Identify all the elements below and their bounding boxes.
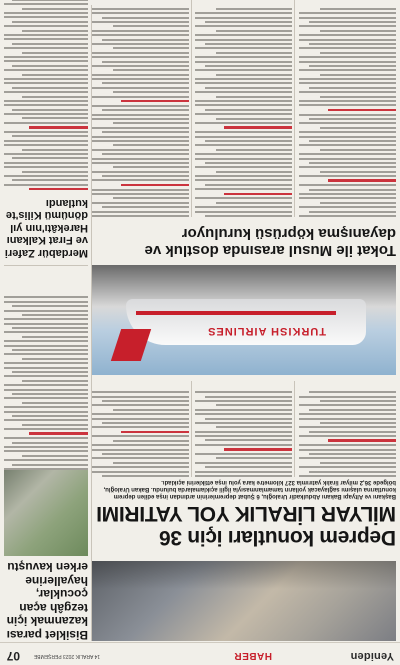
second-body-column bbox=[92, 0, 189, 217]
lead-deck: Başkanı ve Altyapı Bakanı Abdulkadir Uraloğlu, 6 Şubat depremlerinin ardından inşa edilen deprem konutlarına ulaşımı sağlayacak yolların tamamlanmasıyla ilgili açıklamalarda bulundu. Bakan Uraloğlu, bölgede 36,2 milyar liralık yatırımla 327 kilometre kara yolu inşa ettiklerini açıkladı. bbox=[103, 479, 396, 499]
lead-body-column bbox=[299, 381, 396, 477]
sidebar-story-1-body bbox=[4, 270, 88, 470]
lead-body-column bbox=[92, 381, 189, 477]
column-rule bbox=[191, 381, 192, 477]
airline-photo bbox=[92, 265, 396, 375]
column-rule bbox=[294, 381, 295, 477]
newspaper-logo: Yeniden bbox=[350, 650, 394, 662]
sidebar-headline-1: Bisiklet parası kazanmak için tezgâh açan çocuklar, hayallerine erken kavuştu bbox=[6, 560, 88, 642]
sidebar-story-2-body bbox=[4, 0, 88, 191]
sidebar-headline-2: Merdabür Zaferi ve Fırat Kalkanı Harekâtı'nın yıl dönümü Kilis'te kutlandı bbox=[4, 197, 88, 259]
page-header bbox=[0, 642, 400, 665]
sidebar bbox=[4, 5, 88, 641]
column-rule bbox=[294, 0, 295, 217]
section-label: HABER bbox=[233, 650, 272, 661]
lead-story-photo bbox=[92, 561, 396, 641]
sidebar-divider bbox=[4, 265, 88, 266]
page-date: 14 ARALIK 2023 PERŞEMBE bbox=[33, 653, 100, 659]
second-body-columns bbox=[92, 0, 396, 217]
second-headline: Tokat ile Musul arasında dostluk ve dayanışma köprüsü kuruluyor bbox=[144, 225, 396, 259]
column-rule bbox=[191, 0, 192, 217]
second-body-column bbox=[299, 0, 396, 217]
airline-livery-text: TURKISH AIRLINES bbox=[207, 325, 326, 337]
second-body-column bbox=[195, 0, 292, 217]
sidebar-photo bbox=[4, 470, 88, 556]
lead-body-column bbox=[195, 381, 292, 477]
lead-body-columns bbox=[92, 381, 396, 477]
page-number: 07 bbox=[6, 649, 20, 663]
lead-headline: Deprem konutları için 36 MİLYAR LİRALIK YOL YATIRIMI bbox=[96, 502, 396, 549]
